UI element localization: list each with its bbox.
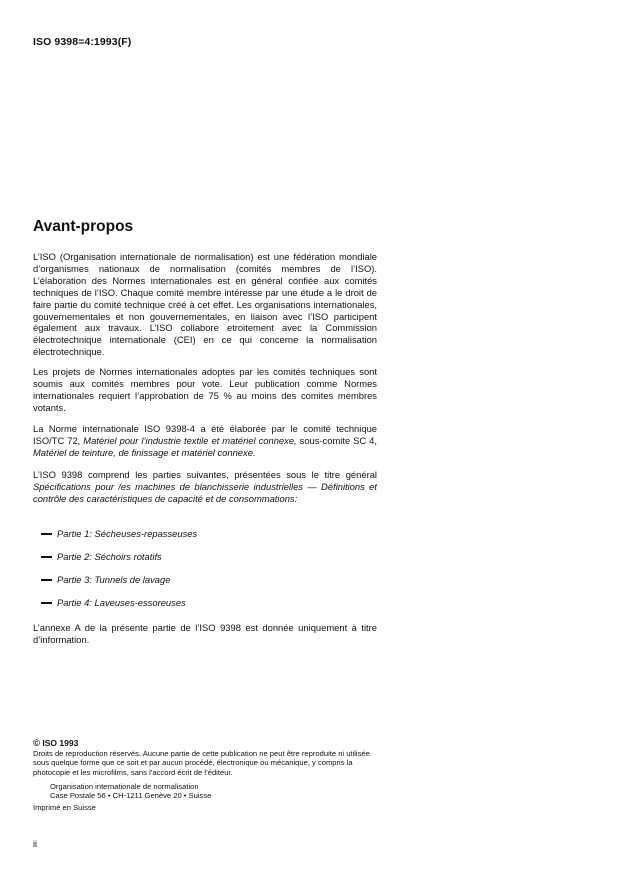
list-item	[41, 528, 197, 551]
copyright-icon: ©	[33, 738, 40, 749]
list-item	[41, 551, 197, 574]
section-title: Avant-propos	[33, 218, 134, 235]
part-label: Partie 3: Tunnels de lavage	[57, 574, 171, 585]
printed-in: Imprimé en Suisse	[33, 803, 96, 813]
address-organisation: Organisation internationale de normalisation	[50, 781, 199, 791]
dash-bullet-icon	[41, 602, 52, 604]
paragraph-iso-intro: L’ISO (Organisation internationale de normalisation) est une fédération mondiale d’organismes nationaux de normalisation (comités membres de l’ISO). L’élaboration des Normes internationales est en général confiée aux comités techniques de l’ISO. Chaque comité membre intéresse par une étude a le droit de faire partie du comité technique créé à cet effet. Les organisations internationales, gouvernementales et non gouvernementales, en liaison avec l’ISO participent également aux travaux. L’ISO collabore etroitement avec la Commission électrotechnique internationale (CEI) en ce qui concerne la normalisation électrotechnique.	[33, 251, 377, 358]
list-item	[41, 574, 197, 597]
part-label: Partie 4: Laveuses-essoreuses	[57, 597, 186, 608]
subcommittee-text: sous-comite SC 4,	[296, 434, 377, 446]
address-block	[50, 782, 379, 800]
list-item	[41, 597, 197, 620]
subcommittee-title: Matériel de teinture, de finissage et matériel connexe.	[33, 446, 256, 458]
address-postal: Case Postale 56 • CH-1211 Genève 20 • Suisse	[50, 791, 212, 801]
rights-notice: Droits de reproduction réservés. Aucune partie de cette publication ne peut être reproduite ni utilisée sous quelque forme que ce soit et par aucun procédé, électronique ou mécanique, y compris la photocopie et les microfilms, sans l’accord écrit de l’éditeur.	[33, 749, 370, 777]
parts-intro-text: L’ISO 9398 comprend les parties suivantes, présentées sous le titre général	[33, 469, 377, 480]
parts-list	[41, 528, 197, 620]
page-number: ii	[33, 839, 37, 849]
dash-bullet-icon	[41, 556, 52, 558]
dash-bullet-icon	[41, 579, 52, 581]
paragraph-draft-voting: Les projets de Normes internationales adoptes par les comités techniques sont soumis aux comités membres pour vote. Leur publication comme Normes internationales requiert l’approbation de 75 % au moins des comites membres votants.	[33, 366, 377, 413]
part-label: Partie 1: Sécheuses-repasseuses	[57, 528, 198, 539]
copyright-footer	[33, 739, 379, 812]
part-label: Partie 2: Séchoirs rotatifs	[57, 551, 162, 562]
dash-bullet-icon	[41, 533, 52, 535]
paragraph-parts-intro	[33, 469, 377, 505]
copyright-line	[33, 739, 379, 748]
document-identifier: ISO 9398=4:1993(F)	[33, 36, 132, 48]
committee-text-start: La Norme internationale ISO 9398-4 a été élaborée par le comité technique ISO/TC 72,	[33, 423, 377, 446]
general-title: Spécifications pour /es machines de blanchisserie industrielles — Définitions et contrôle des caractéristiques de capacité et de consommations:	[33, 480, 377, 504]
copyright-org: ISO	[42, 738, 58, 748]
copyright-year: 1993	[59, 738, 79, 748]
committee-title: Matériel pour l’industrie textile et matériel connexe,	[83, 434, 297, 446]
paragraph-committee	[33, 423, 377, 459]
paragraph-annex-note: L’annexe A de la présente partie de l’ISO 9398 est donnée uniquement à titre d’information.	[33, 622, 377, 645]
